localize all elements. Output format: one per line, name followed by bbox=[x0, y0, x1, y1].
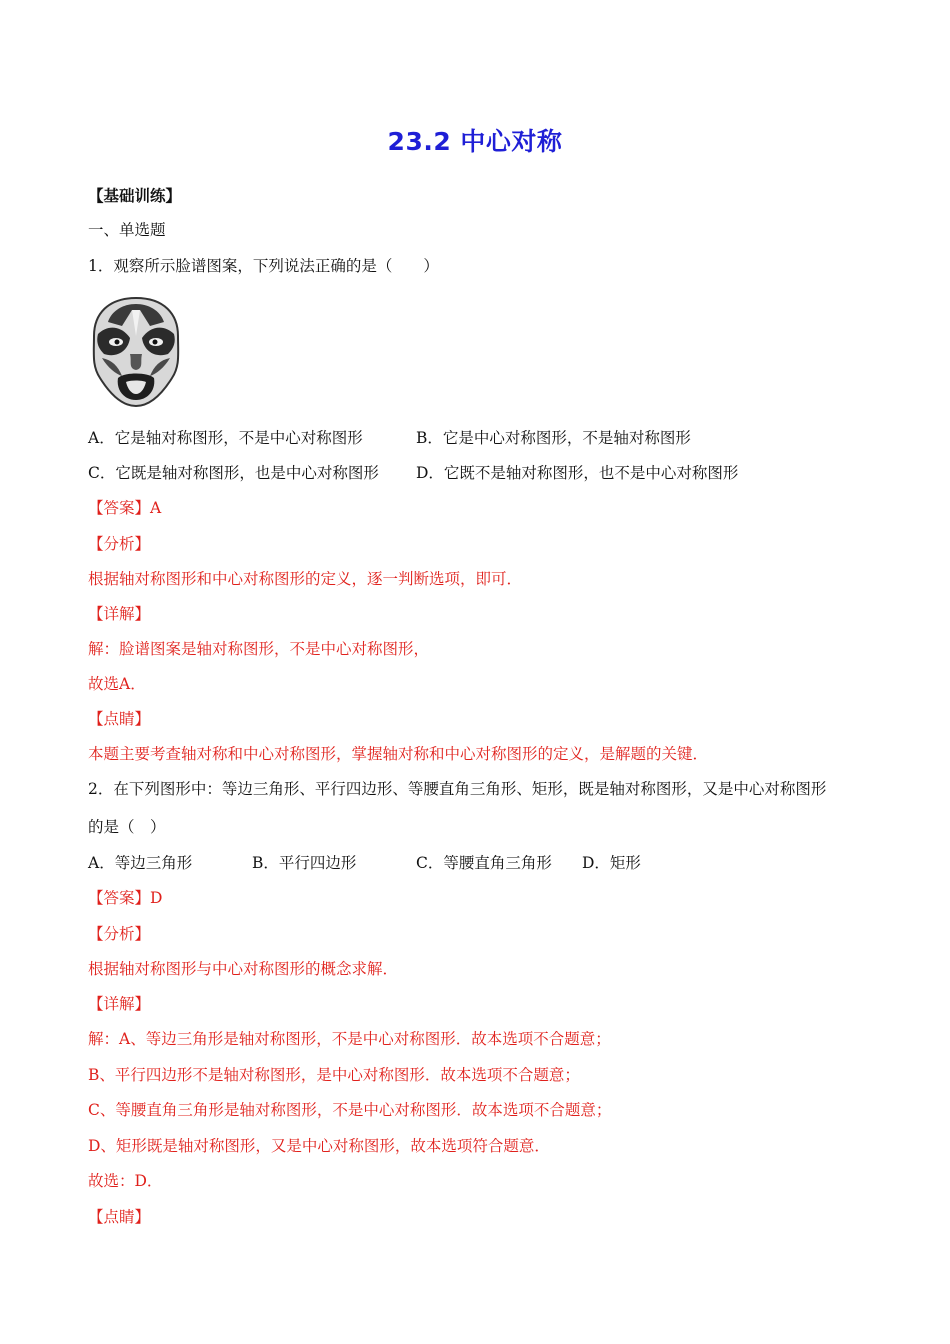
q1-comment: 本题主要考查轴对称和中心对称图形，掌握轴对称和中心对称图形的定义，是解题的关键． bbox=[88, 745, 709, 763]
q2-option-a: A．等边三角形 bbox=[88, 854, 193, 872]
q2-analysis: 根据轴对称图形与中心对称图形的概念求解． bbox=[88, 960, 399, 978]
q2-option-d: D．矩形 bbox=[582, 854, 641, 872]
q1-option-d: D．它既不是轴对称图形，也不是中心对称图形 bbox=[416, 464, 739, 482]
q2-comment-label: 【点睛】 bbox=[88, 1208, 151, 1226]
q1-comment-label: 【点睛】 bbox=[88, 710, 151, 728]
q1-detail-label: 【详解】 bbox=[88, 605, 151, 623]
q2-detail-4: D、矩形既是轴对称图形，又是中心对称图形，故本选项符合题意． bbox=[88, 1137, 550, 1155]
q2-stem-line-1: 2．在下列图形中：等边三角形、平行四边形、等腰直角三角形、矩形，既是轴对称图形，又是中心对称图形 bbox=[88, 780, 827, 798]
q1-detail-2: 故选A． bbox=[88, 675, 146, 693]
q1-answer: 【答案】A bbox=[88, 499, 162, 517]
q2-option-b: B．平行四边形 bbox=[252, 854, 357, 872]
q1-analysis: 根据轴对称图形和中心对称图形的定义，逐一判断选项，即可． bbox=[88, 570, 523, 588]
q1-detail-1: 解：脸谱图案是轴对称图形，不是中心对称图形， bbox=[88, 640, 430, 658]
opera-mask-image bbox=[88, 296, 184, 408]
page-title: 23.2 中心对称 bbox=[387, 127, 563, 156]
q2-option-c: C．等腰直角三角形 bbox=[416, 854, 552, 872]
q1-stem: 1．观察所示脸谱图案，下列说法正确的是（ ） bbox=[88, 257, 439, 275]
q1-analysis-label: 【分析】 bbox=[88, 535, 151, 553]
q2-detail-1: 解：A、等边三角形是轴对称图形，不是中心对称图形．故本选项不合题意； bbox=[88, 1030, 611, 1048]
q1-option-b: B．它是中心对称图形，不是轴对称图形 bbox=[416, 429, 691, 447]
subsection-heading: 一、单选题 bbox=[88, 221, 166, 239]
q2-detail-3: C、等腰直角三角形是轴对称图形，不是中心对称图形．故本选项不合题意； bbox=[88, 1101, 612, 1119]
q1-option-a: A．它是轴对称图形，不是中心对称图形 bbox=[88, 429, 363, 447]
q2-analysis-label: 【分析】 bbox=[88, 925, 151, 943]
section-heading: 【基础训练】 bbox=[88, 186, 182, 205]
q1-option-c: C．它既是轴对称图形，也是中心对称图形 bbox=[88, 464, 379, 482]
q2-detail-5: 故选：D． bbox=[88, 1172, 163, 1190]
q2-answer: 【答案】D bbox=[88, 889, 163, 907]
q2-stem-line-2: 的是（ ） bbox=[88, 818, 166, 836]
q2-detail-label: 【详解】 bbox=[88, 995, 151, 1013]
q2-detail-2: B、平行四边形不是轴对称图形，是中心对称图形．故本选项不合题意； bbox=[88, 1066, 580, 1084]
